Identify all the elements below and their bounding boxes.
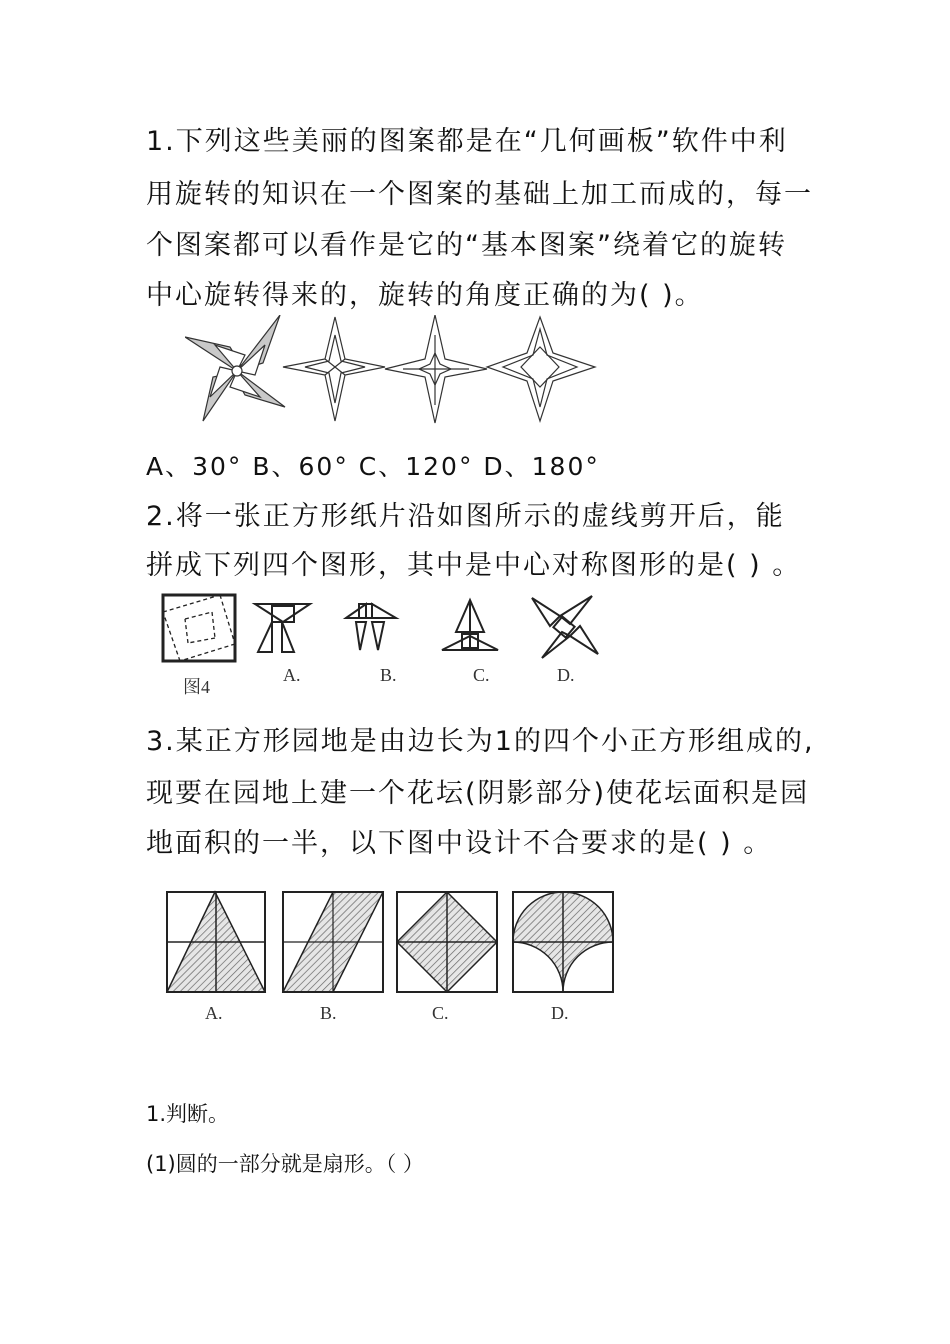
q2-option-a-label: A. — [283, 665, 301, 685]
option-a-garden — [167, 892, 265, 992]
q1-line-4: 中心旋转得来的，旋转的角度正确的为( )。 — [146, 280, 704, 311]
q1-line-2: 用旋转的知识在一个图案的基础上加工而成的，每一 — [146, 179, 813, 210]
q3-line-1: 3.某正方形园地是由边长为1的四个小正方形组成的, — [146, 726, 815, 757]
q3-option-b-label: B. — [320, 1003, 337, 1023]
option-b-shape — [346, 604, 396, 650]
q2-line-1: 2.将一张正方形纸片沿如图所示的虚线剪开后，能 — [146, 501, 785, 532]
q2-option-d-label: D. — [557, 665, 575, 685]
q2-figure-label: 图4 — [183, 677, 210, 697]
judge-title: 1.判断。 — [146, 1102, 230, 1126]
q1-line-3: 个图案都可以看作是它的“基本图案”绕着它的旋转 — [146, 230, 787, 261]
q3-line-2: 现要在园地上建一个花坛(阴影部分)使花坛面积是园 — [146, 778, 810, 809]
dashed-square — [163, 595, 235, 661]
q3-option-c-label: C. — [432, 1003, 449, 1023]
option-a-shape — [255, 604, 310, 652]
judge-item-1: (1)圆的一部分就是扇形。（ ） — [146, 1152, 424, 1176]
option-d-garden — [513, 892, 613, 992]
q3-line-3: 地面积的一半，以下图中设计不合要求的是( ) 。 — [146, 828, 773, 859]
four-point-star-3 — [487, 317, 595, 421]
q1-line-1: 1.下列这些美丽的图案都是在“几何画板”软件中利 — [146, 126, 788, 157]
option-d-shape — [532, 596, 598, 658]
q1-star-patterns-figure — [185, 315, 605, 427]
option-c-shape — [442, 600, 498, 650]
q3-option-a-label: A. — [205, 1003, 223, 1023]
pinwheel-pattern — [185, 315, 285, 421]
four-point-star-2 — [385, 315, 487, 423]
option-c-garden — [397, 892, 497, 992]
q2-line-2: 拼成下列四个图形，其中是中心对称图形的是( ) 。 — [146, 550, 802, 581]
option-b-garden — [283, 892, 383, 992]
four-point-star-1 — [283, 317, 385, 421]
q3-garden-figure — [163, 888, 623, 1000]
q2-cut-square-figure — [160, 592, 610, 667]
q1-answer-options: A、30° B、60° C、120° D、180° — [146, 452, 600, 481]
q2-option-c-label: C. — [473, 665, 490, 685]
q2-option-b-label: B. — [380, 665, 397, 685]
q3-option-d-label: D. — [551, 1003, 569, 1023]
